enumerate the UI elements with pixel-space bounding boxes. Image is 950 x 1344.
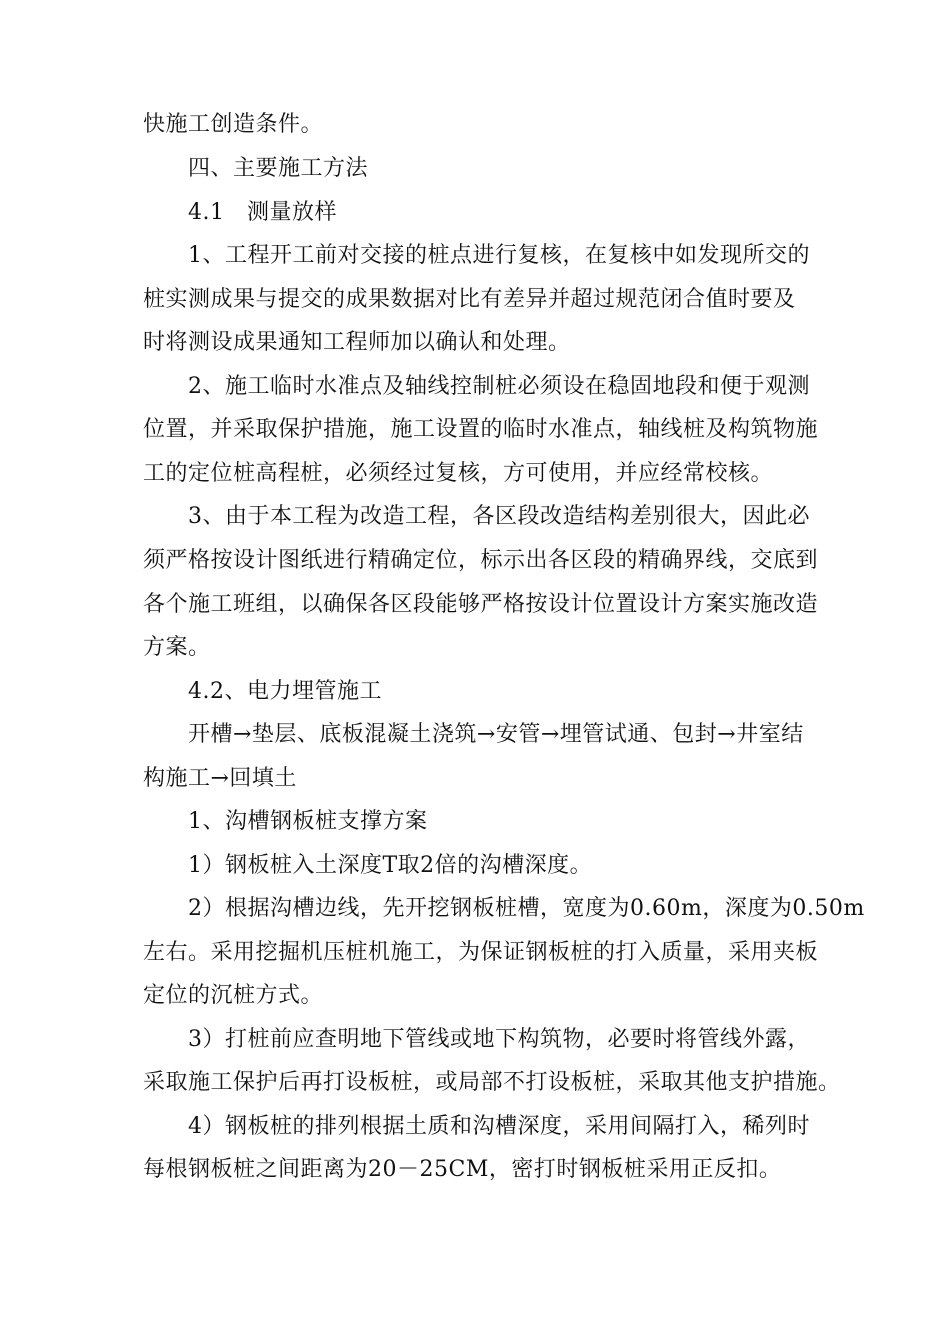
paragraph-line: 2、施工临时水准点及轴线控制桩必须设在稳固地段和便于观测: [188, 374, 810, 399]
paragraph-line: 1）钢板桩入土深度T取2倍的沟槽深度。: [188, 853, 593, 878]
paragraph-line: 定位的沉桩方式。: [143, 983, 324, 1008]
paragraph-line: 3、由于本工程为改造工程，各区段改造结构差别很大，因此必: [188, 504, 810, 529]
item-heading: 1、沟槽钢板桩支撑方案: [188, 809, 428, 834]
paragraph-line: 方案。: [143, 635, 211, 660]
paragraph-line: 3）打桩前应查明地下管线或地下构筑物，必要时将管线外露，: [188, 1027, 810, 1052]
paragraph-line: 每根钢板桩之间距离为20－25CM，密打时钢板桩采用正反扣。: [143, 1157, 782, 1182]
paragraph-line: 各个施工班组，以确保各区段能够严格按设计位置设计方案实施改造: [143, 592, 819, 617]
text-line: 快施工创造条件。: [143, 112, 324, 137]
process-flow-line: 构施工→回填土: [143, 766, 297, 791]
paragraph-line: 采取施工保护后再打设板桩，或局部不打设板桩，采取其他支护措施。: [143, 1070, 841, 1095]
paragraph-line: 时将测设成果通知工程师加以确认和处理。: [143, 330, 571, 355]
paragraph-line: 左右。采用挖掘机压桩机施工，为保证钢板桩的打入质量，采用夹板: [143, 940, 819, 965]
paragraph-line: 位置，并采取保护措施，施工设置的临时水准点，轴线桩及构筑物施: [143, 417, 819, 442]
paragraph-line: 2）根据沟槽边线，先开挖钢板桩槽，宽度为0.60m，深度为0.50m: [188, 896, 865, 921]
subsection-heading: 4.2、电力埋管施工: [188, 679, 382, 704]
paragraph-line: 4）钢板桩的排列根据土质和沟槽深度，采用间隔打入，稀列时: [188, 1114, 810, 1139]
paragraph-line: 1、工程开工前对交接的桩点进行复核，在复核中如发现所交的: [188, 243, 810, 268]
paragraph-line: 桩实测成果与提交的成果数据对比有差异并超过规范闭合值时要及: [143, 287, 796, 312]
subsection-heading: 4.1 测量放样: [188, 200, 337, 225]
section-heading: 四、主要施工方法: [188, 156, 369, 181]
process-flow-line: 开槽→垫层、底板混凝土浇筑→安管→埋管试通、包封→井室结: [188, 722, 804, 747]
paragraph-line: 工的定位桩高程桩，必须经过复核，方可使用，并应经常校核。: [143, 461, 774, 486]
paragraph-line: 须严格按设计图纸进行精确定位，标示出各区段的精确界线，交底到: [143, 548, 819, 573]
